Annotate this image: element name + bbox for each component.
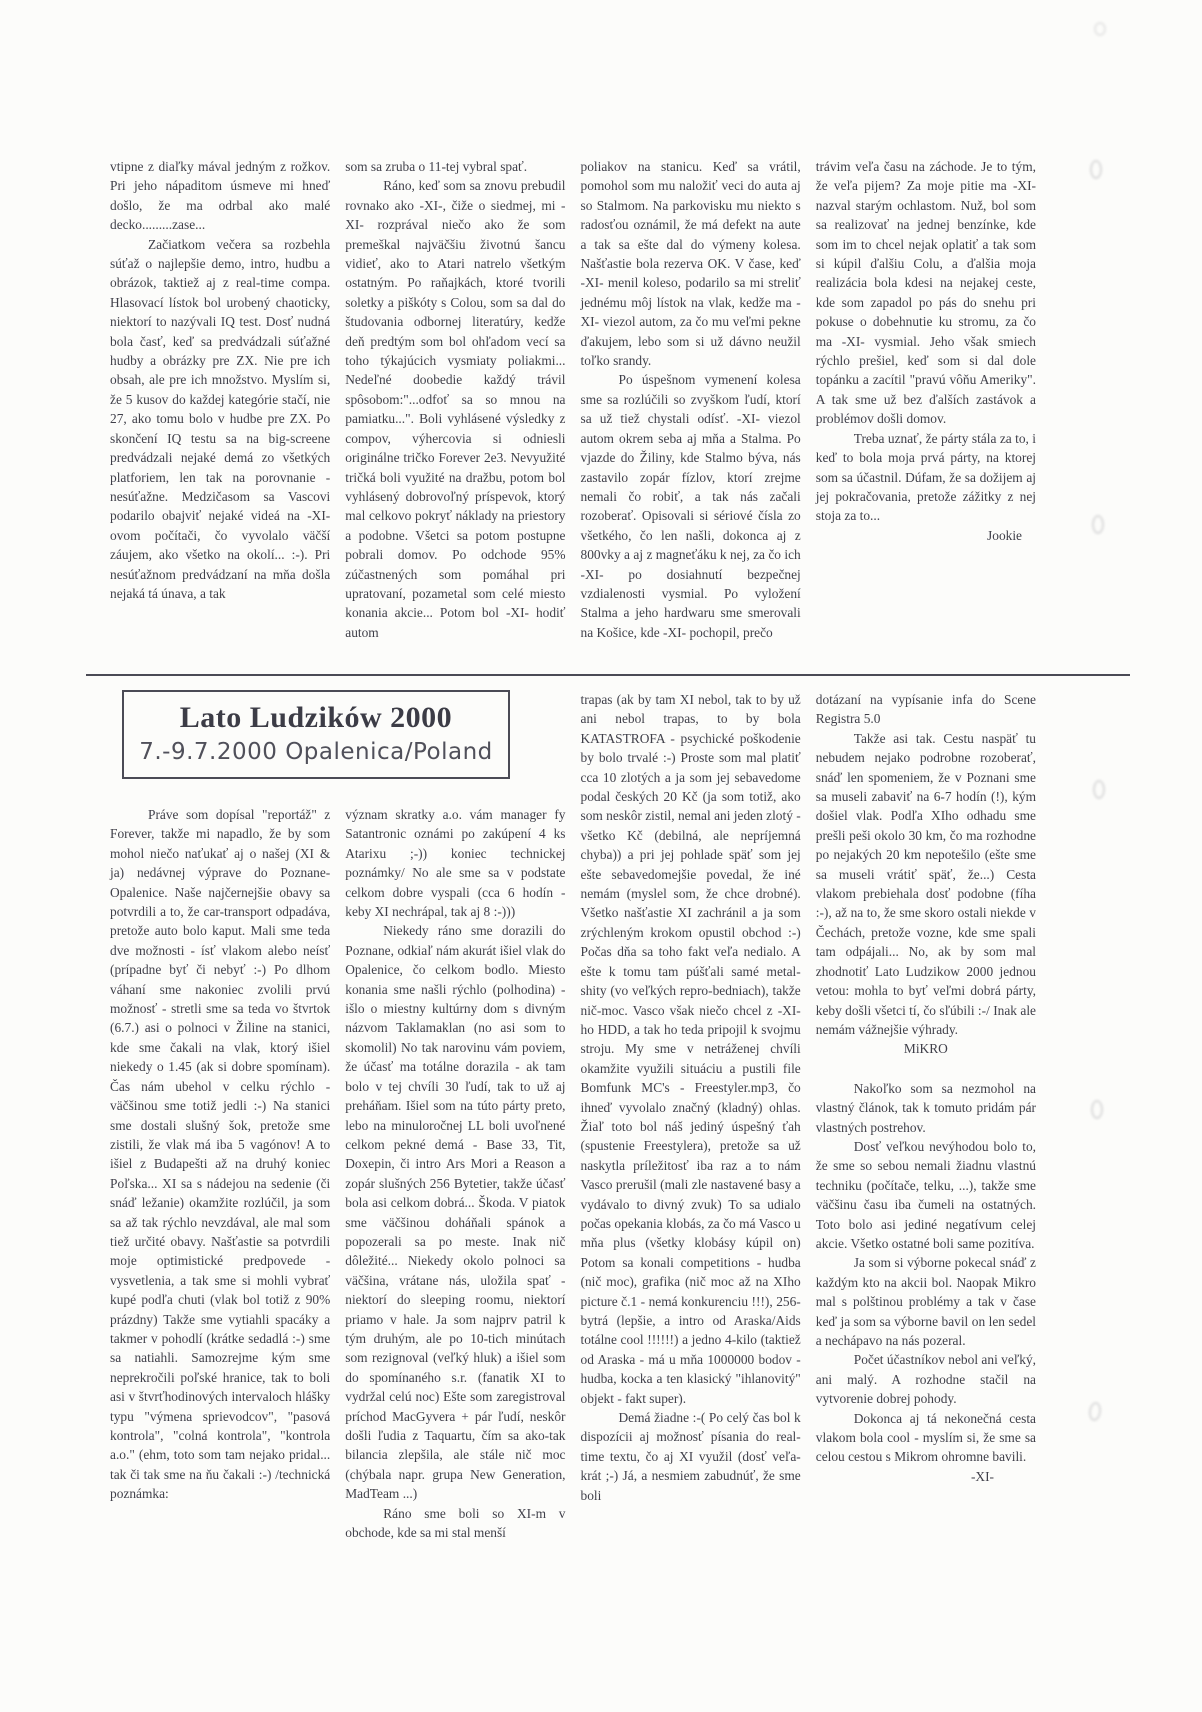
text-column-1 <box>110 157 330 642</box>
article-subtitle: 7.-9.7.2000 Opalenica/Poland <box>139 739 493 765</box>
text-column-2 <box>345 157 565 642</box>
paragraph: Demá žiadne :-( Po celý čas bol k dispozícii aj možnosť písania do real-time textu, čo aj XI využil (dosť veľa-krát ;-) Já, a nesmiem zabudnúť, že sme boli <box>580 1410 801 1503</box>
paragraph: Počet účastníkov nebol ani veľký, ani malý. A rozhodne stačil na vytvorenie dobrej pohody. <box>815 1352 1036 1407</box>
paragraph: Nakoľko som sa nezmohol na vlastný článok, tak k tomuto pridám pár vlastných postrehov. <box>815 1080 1036 1135</box>
article-title-box <box>122 690 510 779</box>
paragraph: Niekedy ráno sme dorazili do Poznane, odkiaľ nám akurát išiel vlak do Opalenice, čo celkom bodlo. Miesto konania sme našli rýchlo (polhodina) - išlo o miestny kultúrny dom s divným názvom Taklamaklan (no asi som to skomolil) No tak narovinu vám poviem, že účasť ma totálne dorazila - ak tam bolo v tej chvíli 30 ľudí, tak to už aj preháňam. Išiel som na túto párty preto, lebo na minuloročnej LL boli uvoľnené celkom pekné demá - Base 33, Tit, Doxepin, či intro Ars Mori a Reason a zopár slušných 256 Bytetier, takže účasť bola asi celkom dobrá... Škoda. V piatok sme väčšinou doháňali spánok a popozerali sa po meste. Inak nič dôležité... Niekedy okolo polnoci sa väčšina, vrátane nás, uložila spať - niektorí do sleeping roomu, niektorí priamo v hale. Ja som najprv patril k tým druhým, ale po 10-tich minútach som rezignoval (veľký hluk) a išiel som do spomínaného s.r. (fanatik XI to vydržal celú noc) Ešte som zaregistroval príchod MacGyvera + pár ľudí, neskôr došli ľudia z Taquartu, čím sa ako-tak bilancia zlepšila, ale stále nič moc (chýbala napr. grupa New Generation, MadTeam ...) <box>345 923 566 1502</box>
text-column-4 <box>816 690 1036 1542</box>
scan-smudge <box>1094 22 1106 36</box>
text-column-1 <box>110 805 330 1542</box>
scan-smudge <box>1088 1401 1103 1421</box>
paragraph: trávim veľa času na záchode. Je to tým, že veľa pijem? Za moje pitie ma -XI- nazval starým ochlastom. Nuž, bol som sa realizovať na jednej benzínke, kde som im to chcel nejak oplatiť a tak som si kúpil ďalšiu Colu, a ďalšia moja realizácia bola kdesi na nejakej ceste, kde som zapadol po pás do snehu pri pokuse o dobehnutie ku stromu, za čo ma -XI- vysmial. Jeho však smiech rýchlo prešiel, keď som si dal dole topánku a zacítil "pravú vôňu Ameriky". A tak sme už bez ďalších zastávok a problémov došli domov. <box>815 159 1036 427</box>
paragraph: Ráno, keď som sa znovu prebudil rovnako ako -XI-, čiže o siedmej, mi -XI- rozprával niečo ako že som premeškal najväčšiu životnú šancu vidieť, ako to Atari natrelo všetkým ostatným. Po raňajkách, ktoré tvorili soletky a piškóty s Colou, som sa dal do študovania odbornej literatúry, kedže deň predtým som bol ohľadom vecí sa toho týkajúcich vysmiaty poliakmi... Nedeľné doobedie každý trávil spôsobom:"...odfoť sa so mnou na pamiatku...". Boli vyhlásené výsledky z compov, výhercovia si odniesli originálne tričko Forever 2e3. Nevyužité tričká boli využité na dražbu, potom bol vyhlásený dobrovoľný príspevok, ktorý mal celkovo pokryť náklady na priestory a podobne. Všetci sa potom postupne pobrali domov. Po odchode 95% zúčastnených som pomáhal pri upratovaní, pozametal som celé miesto konania akcie... Potom bol -XI- hodiť autom <box>345 178 566 640</box>
paragraph: Treba uznať, že párty stála za to, i keď to bola moja prvá párty, na ktorej som sa účastnil. Dúfam, že sa dožijem aj jej pokračovania, pretože zážitky z nej stoja za to... <box>815 430 1036 524</box>
paragraph: trapas (ak by tam XI nebol, tak to by už ani nebol trapas, to by bola KATASTROFA - psychické poškodenie by bolo trvalé :-) Proste som mal platiť cca 10 zlotých a ja som jej sebavedome podal českých 20 Kč (ja som totiž, ako som neskôr zistil, nemal ani jeden zlotý - všetko Kč (debilná, ale nepríjemná chyba)) a pri jej pohlade späť som jej ešte sebavedomejšie povedal, že iné nemám (myslel som, že chce drobné). Všetko našťastie XI zachránil a ja som zrýchleným krokom opustil obchod :-) Počas dňa sa toho fakt veľa nedialo. A ešte k tomu tam púšťali samé metal-shity (vo veľkých repro-bedniach), takže nič-moc. Vasco však niečo chcel z -XI-ho HDD, a tak ho teda pripojil k svojmu stroju. My sme v netráženej chvíli okamžite využili situáciu a pustili file Bomfunk MC's - Freestyler.mp3, čo ihneď vyvolalo značný (kladný) ohlas. Žiaľ toto bol náš jediný úspešný ťah (spustenie Freestylera), pretože sa už naskytla príležitosť iba raz a to nám Vasco prerušil (mali zle nastavené basy a vydávalo to divný zvuk) To sa udialo počas opekania klobás, za čo má Vasco u mňa plus (všetky klobásy kúpil on) Potom sa konali competitions - hudba (nič moc), grafika (nič moc až na XIho picture č.1 - nemá konkurenciu !!!), 256-bytrá (lepšie, a intro od Araska/Aids totálne cool !!!!!!) a jedno 4-kilo (taktiež od Araska - má u mňa 1000000 bodov - hudba, kocka a ten klasický "ihlanovitý" objekt - fakt super). <box>580 692 801 1406</box>
scan-smudge <box>1091 1100 1103 1119</box>
paragraph: Ja som si výborne pokecal snáď z každým kto na akcii bol. Naopak Mikro mal s polštinou problémy a tak v čase keď ja som sa výborne bavil on len sedel a nechápavo na nás pozeral. <box>815 1255 1036 1348</box>
text-column-4 <box>816 157 1036 642</box>
text-column-3 <box>581 690 801 1542</box>
author-signature-jookie: Jookie <box>987 527 1022 543</box>
scan-smudge <box>1090 160 1102 179</box>
paragraph: Po úspešnom vymenení kolesa sme sa rozlúčili so zvyškom ľudí, ktorí sa už tiež chystali odísť. -XI- viezol autom okrem seba aj mňa a Stalma. Po vjazde do Žiliny, kde Stalmo býva, nás zastavilo zopár fízlov, ktorí zrejme nemali čo robiť, a tak nás začali rozoberať. Opisovali si sériové čísla zo všetkého, čo len našli, dokonca aj z 800vky a aj z magneťáku k nej, za čo ich -XI- po dosiahnutí bezpečnej vzdialenosti vysmial. Po vyložení Stalma a jeho hardwaru sme smerovali na Košice, kde -XI- pochopil, prečo <box>580 372 801 640</box>
paragraph: dotázaní na vypísanie infa do Scene Registra 5.0 <box>815 692 1036 727</box>
author-signature-mikro: MiKRO <box>903 1041 948 1057</box>
article-title: Lato Ludzików 2000 <box>179 701 453 734</box>
paragraph: Dosť veľkou nevýhodou bolo to, že sme so sebou nemali žiadnu vlastnú techniku (počítače, telku, ...), takže sme väčšinu času iba čumeli na ostatných. Toto bolo asi jediné negatívum celej akcie. Všetko ostatné boli same pozitíva. <box>815 1138 1036 1251</box>
paragraph: Takže asi tak. Cestu naspäť tu nebudem nejako podrobne rozoberať, snáď len spomeniem, že v Poznani sme sa museli zabaviť na 6-7 hodín (!), kým došiel vlak. Podľa XIho odhadu sme prešli peši okolo 30 km, čo ma rozhodne po nejakých 20 km nepotešilo (ešte sme sa museli vrátiť späť, že...) Cesta vlakom prebiehala dosť podobne (fíha :-), až na to, že sme skoro ostali niekde v Čechách, pretože vozne, kde sme spali tam odpájali... No, ak by som mal zhodnotiť Lato Ludzikow 2000 jednou vetou: mohla to byť veľmi dobrá párty, keby došli všetci tí, čo sľúbili :-/ Inak ale nemám vážnejšie výhrady. <box>815 730 1036 1037</box>
paragraph: význam skratky a.o. vám manager fy Satantronic oznámi po zakúpení 4 ks Atarixu ;-)) koniec technickej poznámky/ No ale sme sa v podstate celkom dobre vyspali (cca 6 hodín - keby XI nechrápal, tak aj 8 :-))) <box>345 807 566 920</box>
text-column-3 <box>581 157 801 642</box>
paragraph: Dokonca aj tá nekonečná cesta vlakom bola cool - myslím si, že sme sa celou cestou s Mikrom ohromne bavili. <box>815 1410 1036 1465</box>
section-divider <box>86 674 1130 676</box>
author-signature-xi: -XI- <box>970 1468 994 1484</box>
scan-smudge <box>1092 515 1104 534</box>
article-lato-ludzikow <box>110 690 1036 1542</box>
paragraph: Práve som dopísal "reportáž" z Forever, takže mi napadlo, že by som mohol niečo naťukať aj o našej (XI & ja) nedávnej výprave do Poznane-Opalenice. Naše najčernejšie obavy sa potvrdili a to, že car-transport odpadáva, pretože auto bolo kaput. Mali sme teda dve možnosti - ísť vlakom alebo neísť (prípadne byť či nebyť :-) Po dlhom váhaní sme nakoniec zvolili prvú možnosť - stretli sme sa teda vo štvrtok (6.7.) asi o polnoci v Žiline na stanici, kde sme čakali na vlak, ktorý išiel niekedy o 1.45 (ak si dobre spomínam). Čas nám ubehol v celku rýchlo - väčšinou sme totiž jedli :-) Na stanici sme dostali slušný šok, pretože sme zistili, že vlak má iba 5 vagónov! A to išiel z Budapešti až na druhý koniec Poľska... XI sa s nádejou na sedenie (či snáď ležanie) okamžite rozlúčil, ja som sa až tak rýchlo nevzdával, ale mal som tiež určité obavy. Našťastie sa potvrdili moje optimistické predpovede -vysvetlenia, a tak sme si mohli vybrať kupé podľa chuti (vlak bol totiž z 90% prázdny) Takže sme vytiahli spacáky a takmer v pohodlí (krátke sedadlá :-) sme sa natiahli. Samozrejme kým sme neprekročili poľské hranice, tak to boli asi v štvrťhodinových intervaloch hlášky typu "výmena sprievodcov", "pasová kontrola", "colná kontrola", "kontrola a.o." (ehm, toto som tam nejako pridal... tak či tak sme na ňu čakali :-) /technická poznámka: <box>110 807 331 1502</box>
article-forever-report <box>110 157 1036 642</box>
paragraph: poliakov na stanicu. Keď sa vrátil, pomohol som mu naložiť veci do auta aj so Stalmom. Na parkovisku mu niekto s radosťou oznámil, že má defekt na aute a tak sa ešte dal do výmeny kolesa. Našťastie bola rezerva OK. V čase, keď -XI- menil koleso, podarilo sa mi streliť jednému môj lístok na vlak, kedže ma -XI- viezol autom, za čo mu veľmi pekne ďakujem, lebo som si už dávno neužil toľko srandy. <box>580 159 801 369</box>
paragraph: Ráno sme boli so XI-m v obchode, kde sa mi stal menší <box>345 1505 566 1541</box>
paragraph: vtipne z diaľky mával jedným z rožkov. Pri jeho nápaditom úsmeve mi hneď došlo, že ma odrbal ako malé decko.........zase... <box>110 159 331 233</box>
scan-smudge <box>1093 780 1105 799</box>
paragraph: Začiatkom večera sa rozbehla súťaž o najlepšie demo, intro, hudbu a obrázok, taktiež aj z real-time compa. Hlasovací lístok bol urobený chaoticky, niektorí to nazývali IQ test. Dosť nudná bola časť, keď sa predvádzali súťažné hudby a obrázky pre ZX. Nie pre ich obsah, ale pre ich množstvo. Myslím si, že 5 kusov do každej kategórie stačí, nie 27, ako tomu bolo v hudbe pre ZX. Po skončení IQ testu sa na big-screene predvádzali nejaké demá zo všetkých platforiem, len tak na porovnanie - nesúťažne. Medzičasom sa Vascovi podarilo obajviť nejaké videá na -XI-ovom počítači, čo vyvolalo väčší záujem, ako všetko na okolí... :-). Pri nesúťažnom predvádzaní na mňa došla nejaká tá únava, a tak <box>110 236 331 601</box>
text-column-2 <box>345 805 565 1542</box>
paragraph: som sa zruba o 11-tej vybral spať. <box>345 159 528 174</box>
